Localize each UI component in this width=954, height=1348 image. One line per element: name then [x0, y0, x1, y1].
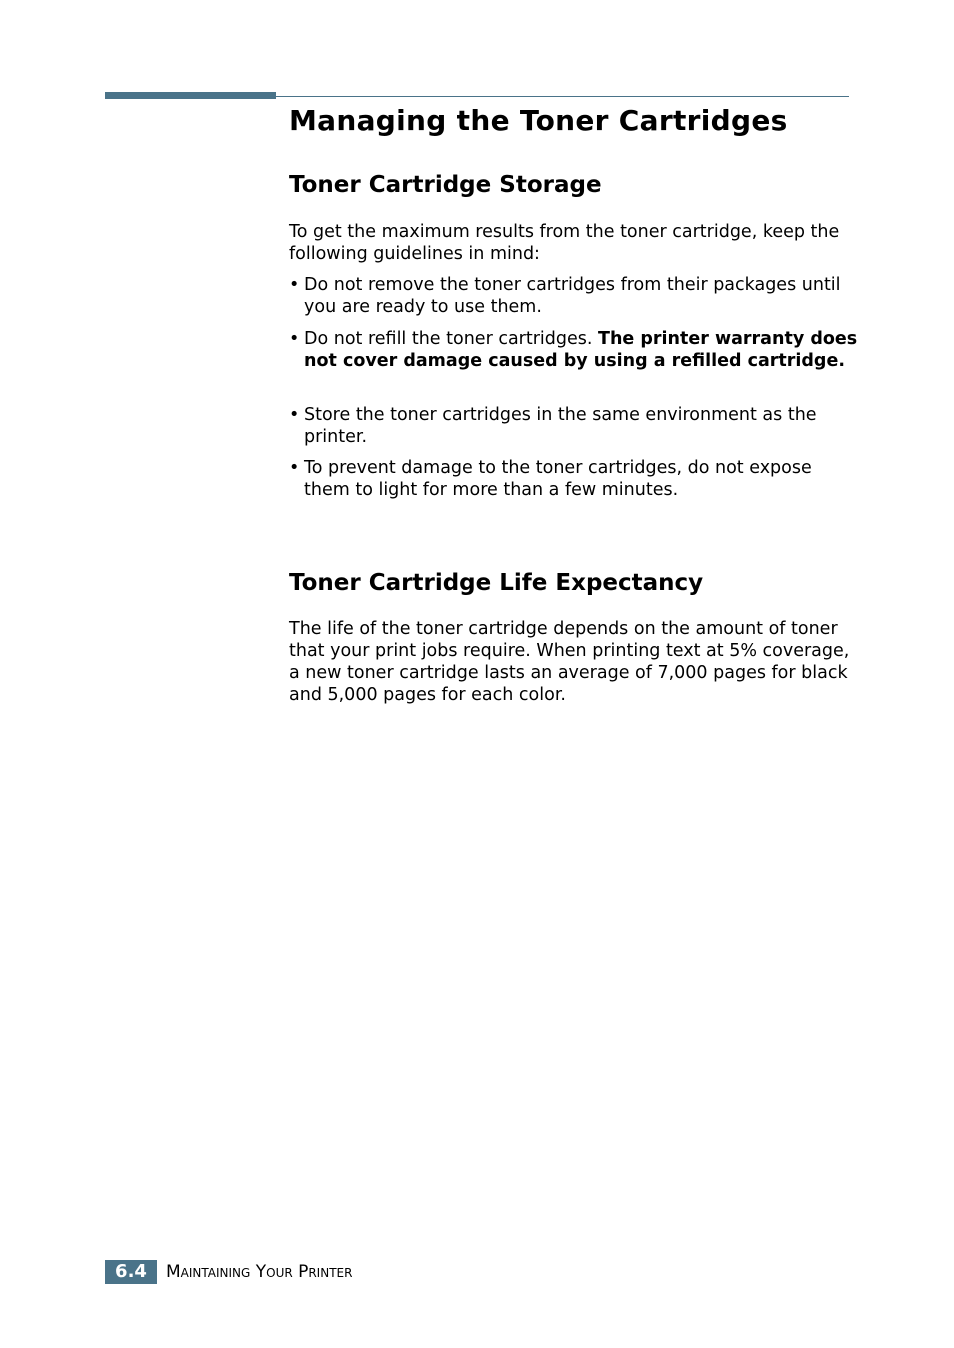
bullet-icon: • [289, 275, 300, 295]
page-title: Managing the Toner Cartridges [289, 104, 788, 137]
list-item-text: Store the toner cartridges in the same environment as the printer. [304, 405, 817, 447]
list-item [289, 404, 859, 448]
storage-intro: To get the maximum results from the toner cartridge, keep the following guidelines in mind: [289, 222, 840, 264]
bullet-icon: • [289, 329, 300, 349]
list-item-text: To prevent damage to the toner cartridges, do not expose them to light for more than a few minutes. [304, 458, 812, 500]
bullet-icon: • [289, 458, 300, 478]
list-item [289, 457, 859, 501]
section-heading-storage: Toner Cartridge Storage [289, 172, 602, 198]
list-item [289, 274, 859, 318]
page-number: 6.4 [105, 1260, 157, 1284]
list-item-text: Do not refill the toner cartridges. [304, 329, 599, 349]
list-item [289, 328, 859, 372]
list-item-text: Do not remove the toner cartridges from their packages until you are ready to use them. [304, 275, 841, 317]
chapter-title: Maintaining Your Printer [166, 1262, 353, 1282]
section-heading-life: Toner Cartridge Life Expectancy [289, 570, 704, 596]
header-rule-thick [105, 92, 276, 99]
header-rule-thin [276, 96, 849, 97]
bullet-icon: • [289, 405, 300, 425]
list-item-warning: The printer warranty does not cover damage caused by using a refilled cartridge. [304, 329, 858, 371]
life-body: The life of the toner cartridge depends on the amount of toner that your print jobs require. When printing text at 5% coverage, a new toner cartridge lasts an average of 7,000 pages for black and 5,000 pages for each color. [289, 619, 850, 705]
